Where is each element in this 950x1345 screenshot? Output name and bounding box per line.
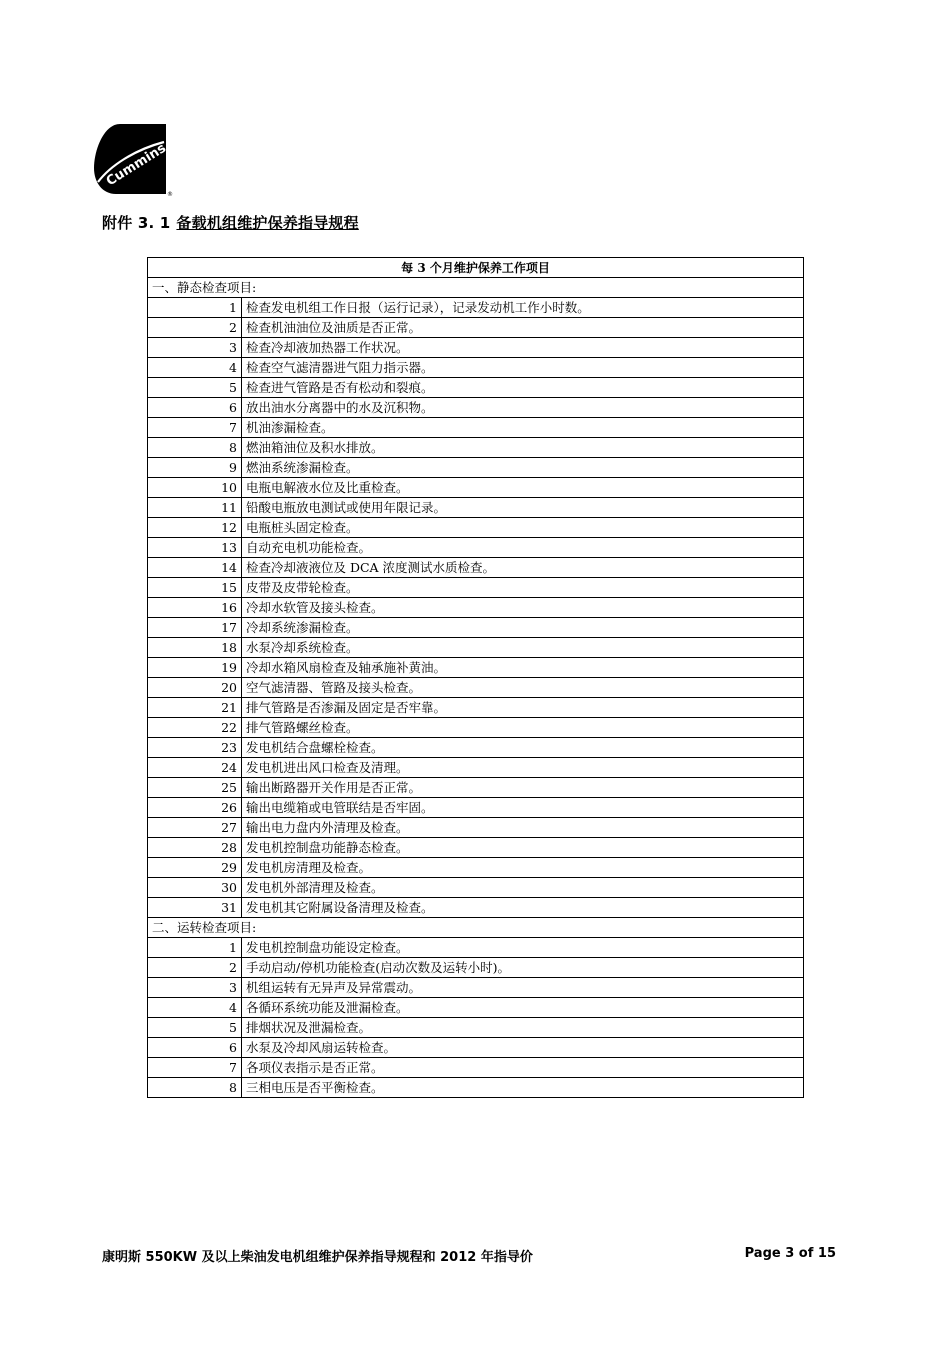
table-row — [148, 958, 804, 978]
table-row — [148, 678, 804, 698]
maintenance-table — [147, 257, 804, 1098]
item-number: 3 — [148, 338, 242, 358]
registered-mark: ® — [167, 191, 173, 198]
item-number: 6 — [148, 1038, 242, 1058]
table-row — [148, 1058, 804, 1078]
item-text: 机油渗漏检查。 — [242, 418, 804, 438]
table-row — [148, 478, 804, 498]
table-row — [148, 978, 804, 998]
item-number: 8 — [148, 438, 242, 458]
item-text: 放出油水分离器中的水及沉积物。 — [242, 398, 804, 418]
item-text: 冷却水箱风扇检查及轴承施补黄油。 — [242, 658, 804, 678]
item-text: 排气管路螺丝检查。 — [242, 718, 804, 738]
item-number: 10 — [148, 478, 242, 498]
table-row — [148, 838, 804, 858]
item-text: 机组运转有无异声及异常震动。 — [242, 978, 804, 998]
item-text: 发电机房清理及检查。 — [242, 858, 804, 878]
table-row — [148, 638, 804, 658]
item-text: 检查机油油位及油质是否正常。 — [242, 318, 804, 338]
table-row — [148, 498, 804, 518]
item-text: 排烟状况及泄漏检查。 — [242, 1018, 804, 1038]
item-text: 手动启动/停机功能检查(启动次数及运转小时)。 — [242, 958, 804, 978]
item-text: 三相电压是否平衡检查。 — [242, 1078, 804, 1098]
item-number: 4 — [148, 358, 242, 378]
item-number: 2 — [148, 958, 242, 978]
item-number: 1 — [148, 938, 242, 958]
page-heading — [102, 212, 359, 233]
item-number: 11 — [148, 498, 242, 518]
item-text: 各循环系统功能及泄漏检查。 — [242, 998, 804, 1018]
section-row — [148, 278, 804, 298]
item-text: 输出电力盘内外清理及检查。 — [242, 818, 804, 838]
item-number: 24 — [148, 758, 242, 778]
section-label: 二、运转检查项目: — [148, 918, 804, 938]
item-number: 1 — [148, 298, 242, 318]
table-header-row — [148, 258, 804, 278]
item-number: 22 — [148, 718, 242, 738]
item-text: 发电机控制盘功能设定检查。 — [242, 938, 804, 958]
item-number: 8 — [148, 1078, 242, 1098]
item-text: 电瓶桩头固定检查。 — [242, 518, 804, 538]
section-label: 一、静态检查项目: — [148, 278, 804, 298]
item-number: 23 — [148, 738, 242, 758]
table-row — [148, 818, 804, 838]
table-row — [148, 738, 804, 758]
logo-wordmark: Cummins — [103, 140, 169, 190]
table-row — [148, 858, 804, 878]
item-text: 空气滤清器、管路及接头检查。 — [242, 678, 804, 698]
item-text: 检查进气管路是否有松动和裂痕。 — [242, 378, 804, 398]
section-row — [148, 918, 804, 938]
item-number: 18 — [148, 638, 242, 658]
item-text: 铅酸电瓶放电测试或使用年限记录。 — [242, 498, 804, 518]
table-row — [148, 658, 804, 678]
table-row — [148, 318, 804, 338]
table-row — [148, 558, 804, 578]
table-row — [148, 938, 804, 958]
item-text: 发电机进出风口检查及清理。 — [242, 758, 804, 778]
item-text: 发电机其它附属设备清理及检查。 — [242, 898, 804, 918]
item-text: 发电机结合盘螺栓检查。 — [242, 738, 804, 758]
table-row — [148, 438, 804, 458]
table-row — [148, 1018, 804, 1038]
item-number: 9 — [148, 458, 242, 478]
table-row — [148, 1038, 804, 1058]
item-number: 5 — [148, 1018, 242, 1038]
cummins-logo — [94, 124, 174, 198]
table-row — [148, 1078, 804, 1098]
item-number: 13 — [148, 538, 242, 558]
table-body — [148, 278, 804, 1098]
table-row — [148, 518, 804, 538]
item-text: 冷却系统渗漏检查。 — [242, 618, 804, 638]
table-row — [148, 758, 804, 778]
item-text: 水泵冷却系统检查。 — [242, 638, 804, 658]
item-text: 电瓶电解液水位及比重检查。 — [242, 478, 804, 498]
item-number: 27 — [148, 818, 242, 838]
item-number: 20 — [148, 678, 242, 698]
table-row — [148, 998, 804, 1018]
table-row — [148, 358, 804, 378]
item-number: 17 — [148, 618, 242, 638]
item-number: 7 — [148, 418, 242, 438]
item-number: 16 — [148, 598, 242, 618]
item-text: 检查空气滤清器进气阻力指示器。 — [242, 358, 804, 378]
item-text: 燃油系统渗漏检查。 — [242, 458, 804, 478]
item-number: 19 — [148, 658, 242, 678]
item-number: 25 — [148, 778, 242, 798]
table-row — [148, 878, 804, 898]
table-row — [148, 418, 804, 438]
item-number: 4 — [148, 998, 242, 1018]
table-row — [148, 398, 804, 418]
table-row — [148, 618, 804, 638]
table-row — [148, 778, 804, 798]
item-text: 皮带及皮带轮检查。 — [242, 578, 804, 598]
item-number: 3 — [148, 978, 242, 998]
item-text: 发电机外部清理及检查。 — [242, 878, 804, 898]
table-row — [148, 578, 804, 598]
table-row — [148, 598, 804, 618]
table-row — [148, 718, 804, 738]
footer-title: 康明斯 550KW 及以上柴油发电机组维护保养指导规程和 2012 年指导价 — [102, 1250, 533, 1265]
item-text: 检查发电机组工作日报（运行记录），记录发动机工作小时数。 — [242, 298, 804, 318]
heading-title: 备载机组维护保养指导规程 — [176, 214, 359, 232]
item-number: 31 — [148, 898, 242, 918]
item-text: 检查冷却液液位及 DCA 浓度测试水质检查。 — [242, 558, 804, 578]
item-number: 5 — [148, 378, 242, 398]
page-number: Page 3 of 15 — [744, 1246, 836, 1261]
table-row — [148, 378, 804, 398]
heading-prefix: 附件 3. 1 — [102, 214, 171, 232]
table-title: 每 3 个月维护保养工作项目 — [148, 258, 804, 278]
item-text: 排气管路是否渗漏及固定是否牢靠。 — [242, 698, 804, 718]
item-number: 12 — [148, 518, 242, 538]
item-number: 30 — [148, 878, 242, 898]
item-text: 冷却水软管及接头检查。 — [242, 598, 804, 618]
table-row — [148, 338, 804, 358]
item-number: 21 — [148, 698, 242, 718]
table-row — [148, 898, 804, 918]
item-text: 输出电缆箱或电管联结是否牢固。 — [242, 798, 804, 818]
table-row — [148, 298, 804, 318]
cummins-logo-icon — [94, 124, 174, 198]
item-number: 7 — [148, 1058, 242, 1078]
item-number: 15 — [148, 578, 242, 598]
item-text: 发电机控制盘功能静态检查。 — [242, 838, 804, 858]
item-text: 输出断路器开关作用是否正常。 — [242, 778, 804, 798]
item-number: 6 — [148, 398, 242, 418]
item-text: 各项仪表指示是否正常。 — [242, 1058, 804, 1078]
item-text: 自动充电机功能检查。 — [242, 538, 804, 558]
item-number: 29 — [148, 858, 242, 878]
item-number: 2 — [148, 318, 242, 338]
item-text: 检查冷却液加热器工作状况。 — [242, 338, 804, 358]
table-row — [148, 458, 804, 478]
item-number: 26 — [148, 798, 242, 818]
item-number: 28 — [148, 838, 242, 858]
item-text: 水泵及冷却风扇运转检查。 — [242, 1038, 804, 1058]
table-row — [148, 538, 804, 558]
table-row — [148, 798, 804, 818]
item-number: 14 — [148, 558, 242, 578]
item-text: 燃油箱油位及积水排放。 — [242, 438, 804, 458]
table-row — [148, 698, 804, 718]
